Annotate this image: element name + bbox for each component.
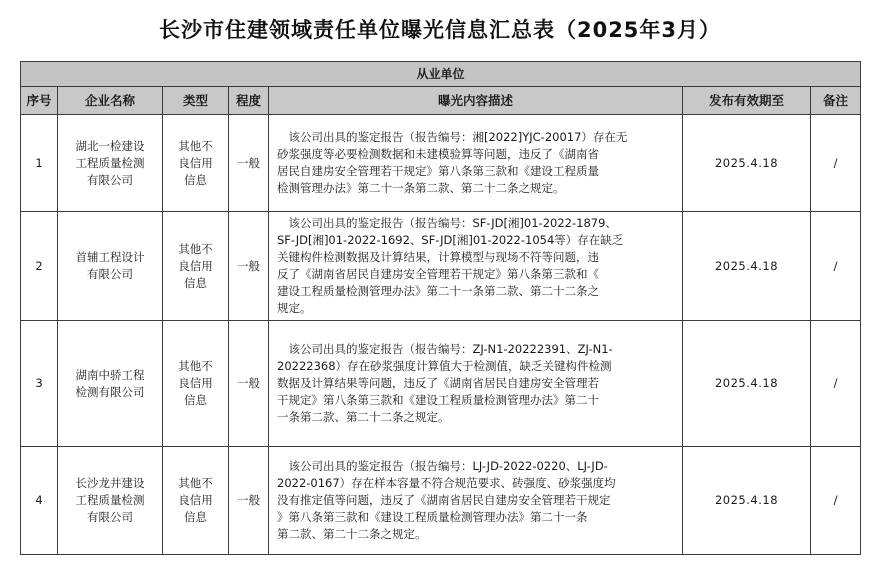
cell-content bbox=[269, 321, 683, 447]
content-line: 该公司出具的鉴定报告（报告编号：SF-JD[湘]01-2022-1879、 bbox=[277, 216, 617, 230]
company-line: 湖南中骄工程 bbox=[75, 367, 145, 382]
table-row bbox=[21, 321, 861, 447]
company-line: 有限公司 bbox=[87, 172, 133, 187]
cell-degree: 一般 bbox=[229, 115, 269, 212]
cell-seq: 2 bbox=[21, 212, 58, 321]
col-valid-until: 发布有效期至 bbox=[683, 87, 811, 115]
content-line: 》第八条第三款和《建设工程质量检测管理办法》第二十一条 bbox=[277, 510, 588, 524]
type-line: 其他不 bbox=[178, 359, 213, 373]
company-line: 工程质量检测 bbox=[75, 493, 145, 507]
col-seq: 序号 bbox=[21, 87, 58, 115]
company-line: 首辅工程设计 bbox=[75, 250, 145, 264]
table-row bbox=[21, 212, 861, 321]
cell-valid-until: 2025.4.18 bbox=[683, 447, 811, 555]
content-line: 干规定》第八条第三款和《建设工程质量检测管理办法》第二十 bbox=[277, 393, 599, 407]
cell-company bbox=[58, 115, 163, 212]
table-row bbox=[21, 447, 861, 555]
cell-valid-until: 2025.4.18 bbox=[683, 321, 811, 447]
col-company: 企业名称 bbox=[58, 87, 163, 115]
group-header-row bbox=[21, 62, 861, 87]
content-line: 反了《湖南省居民自建房安全管理若干规定》第八条第三款和《 bbox=[277, 267, 599, 281]
col-content: 曝光内容描述 bbox=[269, 87, 683, 115]
cell-company bbox=[58, 447, 163, 555]
cell-seq: 1 bbox=[21, 115, 58, 212]
content-line: 砂浆强度等必要检测数据和未建模验算等问题，违反了《湖南省 bbox=[277, 147, 599, 161]
content-line: 20222368）存在砂浆强度计算值大于检测值，缺乏关键构件检测 bbox=[277, 359, 612, 373]
content-line: 第二款、第二十二条之规定。 bbox=[277, 527, 427, 541]
content-line: 该公司出具的鉴定报告（报告编号：ZJ-N1-20222391、ZJ-N1- bbox=[277, 342, 613, 356]
type-line: 良信用 bbox=[178, 155, 213, 170]
type-line: 其他不 bbox=[178, 476, 213, 490]
cell-content bbox=[269, 115, 683, 212]
cell-company bbox=[58, 212, 163, 321]
cell-content bbox=[269, 212, 683, 321]
cell-type bbox=[163, 212, 229, 321]
cell-seq: 3 bbox=[21, 321, 58, 447]
cell-valid-until: 2025.4.18 bbox=[683, 212, 811, 321]
type-line: 其他不 bbox=[178, 241, 213, 256]
company-line: 湖北一检建设 bbox=[75, 138, 145, 153]
cell-content bbox=[269, 447, 683, 555]
col-note: 备注 bbox=[811, 87, 861, 115]
content-line: 规定。 bbox=[277, 301, 312, 315]
cell-degree: 一般 bbox=[229, 321, 269, 447]
content-line: 检测管理办法》第二十一条第二款、第二十二条之规定。 bbox=[277, 181, 565, 195]
column-header-row bbox=[21, 87, 861, 115]
cell-note: / bbox=[811, 321, 861, 447]
company-line: 有限公司 bbox=[87, 510, 133, 524]
type-line: 良信用 bbox=[178, 493, 213, 507]
type-line: 信息 bbox=[184, 393, 207, 407]
type-line: 其他不 bbox=[178, 138, 213, 153]
cell-degree: 一般 bbox=[229, 212, 269, 321]
cell-type bbox=[163, 321, 229, 447]
cell-note: / bbox=[811, 212, 861, 321]
cell-valid-until: 2025.4.18 bbox=[683, 115, 811, 212]
type-line: 良信用 bbox=[178, 258, 213, 273]
content-line: 关键构件检测数据及计算结果，计算模型与现场不符等问题，违 bbox=[277, 250, 599, 264]
type-line: 信息 bbox=[184, 172, 207, 187]
page-title: 长沙市住建领域责任单位曝光信息汇总表（2025年3月） bbox=[158, 18, 722, 42]
company-line: 长沙龙井建设 bbox=[75, 476, 145, 490]
cell-company bbox=[58, 321, 163, 447]
col-degree: 程度 bbox=[229, 87, 269, 115]
cell-seq: 4 bbox=[21, 447, 58, 555]
content-line: 该公司出具的鉴定报告（报告编号：LJ-JD-2022-0220、LJ-JD- bbox=[277, 459, 608, 473]
content-line: 建设工程质量检测管理办法》第二十一条第二款、第二十二条之 bbox=[277, 284, 599, 298]
type-line: 良信用 bbox=[178, 376, 213, 390]
cell-note: / bbox=[811, 447, 861, 555]
content-line: 2022-0167）存在样本容量不符合规范要求、砖强度、砂浆强度均 bbox=[277, 476, 616, 490]
exposure-table bbox=[20, 61, 861, 555]
cell-type bbox=[163, 115, 229, 212]
company-line: 检测有限公司 bbox=[75, 384, 145, 399]
cell-degree: 一般 bbox=[229, 447, 269, 555]
content-line: 没有推定值等问题，违反了《湖南省居民自建房安全管理若干规定 bbox=[277, 493, 611, 507]
group-header: 从业单位 bbox=[21, 62, 861, 87]
type-line: 信息 bbox=[184, 510, 207, 524]
content-line: 数据及计算结果等问题，违反了《湖南省居民自建房安全管理若 bbox=[277, 376, 599, 390]
company-line: 有限公司 bbox=[87, 267, 133, 281]
content-line: 一条第二款、第二十二条之规定。 bbox=[277, 410, 450, 424]
col-type: 类型 bbox=[163, 87, 229, 115]
content-line: SF-JD[湘]01-2022-1692、SF-JD[湘]01-2022-1054等）存在缺乏 bbox=[277, 233, 624, 247]
content-line: 居民自建房安全管理若干规定》第八条第三款和《建设工程质量 bbox=[277, 164, 599, 178]
company-line: 工程质量检测 bbox=[75, 155, 145, 170]
cell-note: / bbox=[811, 115, 861, 212]
cell-type bbox=[163, 447, 229, 555]
type-line: 信息 bbox=[184, 275, 207, 290]
table-row bbox=[21, 115, 861, 212]
content-line: 该公司出具的鉴定报告（报告编号：湘[2022]YJC-20017）存在无 bbox=[277, 130, 628, 144]
